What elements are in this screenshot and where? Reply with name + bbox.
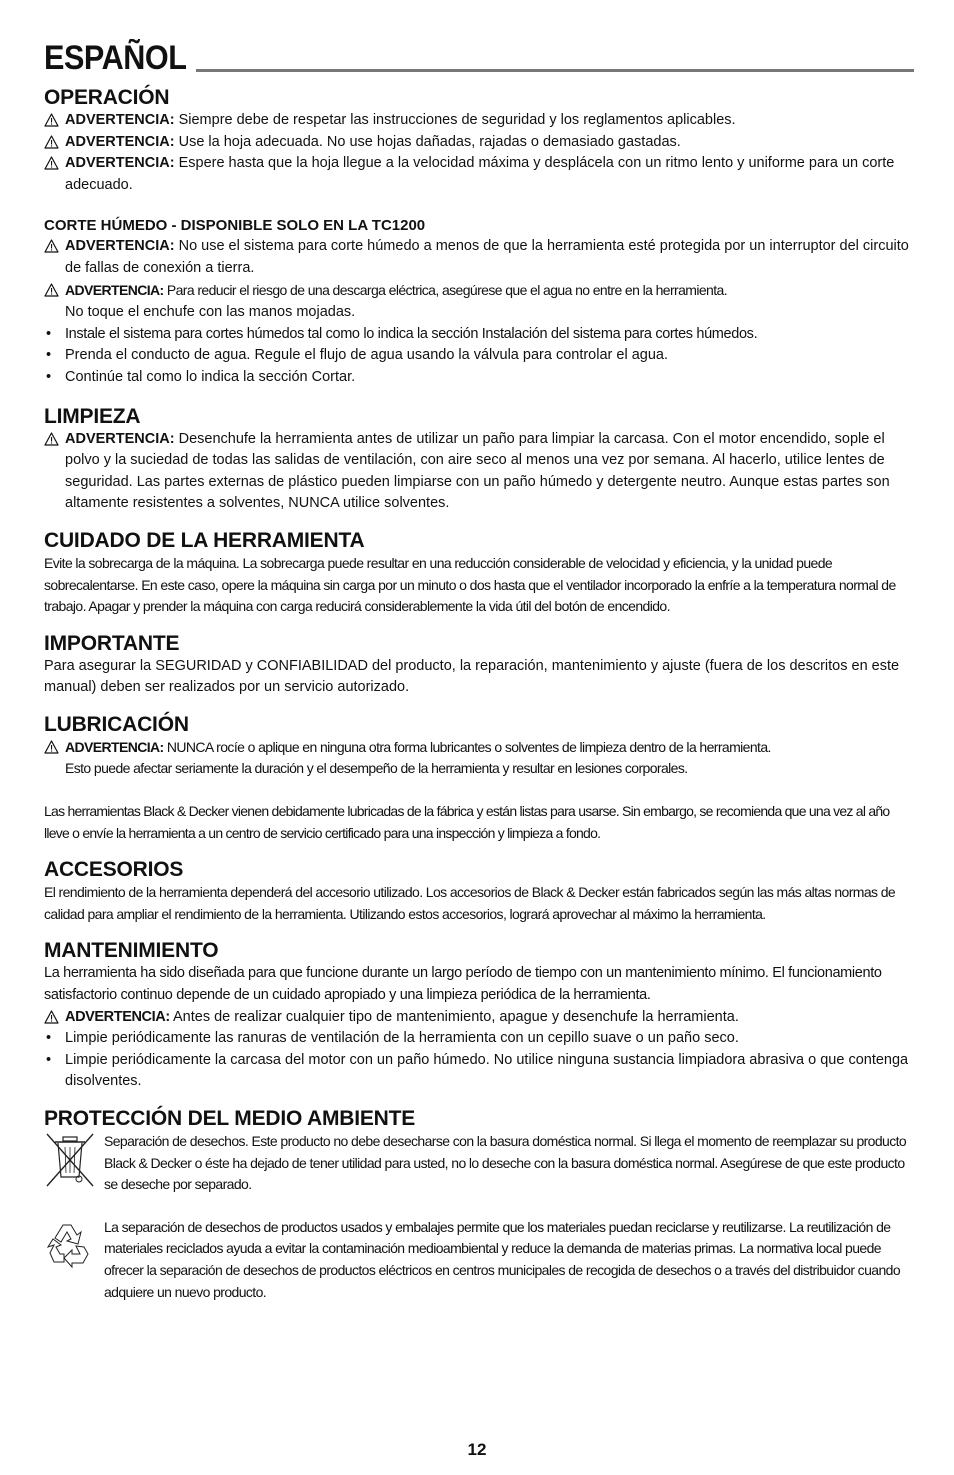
section-heading: IMPORTANTE [44,631,180,655]
page-number: 12 [467,1440,487,1459]
section-corte-humedo [44,216,914,388]
bullet-item [44,345,914,367]
bullet-text: Instale el sistema para cortes húmedos tal como lo indica la sección Instalación del sistema para cortes húmedos. [65,325,758,342]
warning-item [44,429,914,515]
warning-item [44,1007,914,1029]
section-heading: MANTENIMIENTO [44,939,219,963]
section-importante [44,632,914,699]
title-row [44,36,914,76]
subsection-heading: CORTE HÚMEDO - DISPONIBLE SOLO EN LA TC1200 [44,217,426,235]
warning-label: ADVERTENCIA: [65,238,175,255]
recycling-text: La separación de desechos de productos usados y embalajes permite que los materiales puedan reciclarse y reutilizarse. La reutilización de materiales reciclados ayuda a evitar la contaminación medioambiental y reduce la demanda de materias primas. La normativa local puede ofrecer la separación de desechos de productos eléctricos en centros municipales de recogida de desechos o a través del distribuidor cuando adquiere un nuevo producto. [104,1218,901,1300]
section-text: El rendimiento de la herramienta dependerá del accesorio utilizado. Los accesorios de Black & Decker están fabricados según las más altas normas de calidad para ampliar el rendimiento de la herramienta. Utilizando estos accesorios, logrará aprovechar al máximo la herramienta. [44,884,896,922]
bullet-icon: • [46,347,52,364]
warning-item [44,236,914,279]
warning-item [44,153,914,196]
waste-separation-text: Separación de desechos. Este producto no debe desecharse con la basura doméstica normal. Si llega el momento de reemplazar su producto Black & Decker o éste ha dejado de tener utilidad para usted, no lo deseche con la basura doméstica normal. Asegúrese de que este producto se deseche por separado. [104,1133,907,1193]
section-text: Para asegurar la SEGURIDAD y CONFIABILIDAD del producto, la reparación, mantenimiento y ajuste (fuera de los descritos en este manual) deben ser realizados por un servicio autorizado. [44,657,900,696]
section-heading: OPERACIÓN [44,86,170,109]
warning-text: Antes de realizar cualquier tipo de mantenimiento, apague y desenchufe la herramienta. [169,1008,739,1025]
warning-item [44,280,914,324]
warning-label: ADVERTENCIA: [65,281,164,298]
warning-triangle-icon [44,135,59,149]
warning-triangle-icon [44,239,59,253]
section-heading: LUBRICACIÓN [44,712,189,736]
section-operacion [44,86,914,196]
recycling-row [44,1217,914,1303]
warning-label: ADVERTENCIA: [65,430,175,447]
waste-separation-row [44,1131,914,1196]
warning-text: Siempre debe de respetar las instrucciones de seguridad y los reglamentos aplicables. [174,112,736,128]
warning-label: ADVERTENCIA: [65,738,164,755]
section-text: La herramienta ha sido diseñada para que funcione durante un largo período de tiempo con un mantenimiento mínimo. El funcionamiento satisfactorio continuo depende de un cuidado apropiado y una limpieza periódica de la herramienta. [44,965,882,1004]
crossed-out-bin-icon [44,1131,104,1196]
warning-triangle-icon [44,740,59,754]
warning-text-continued: No toque el enchufe con las manos mojadas. [65,304,356,321]
warning-text-continued: Esto puede afectar seriamente la duración y el desempeño de la herramienta y resultar en lesiones corporales. [65,760,688,777]
warning-item [44,110,914,132]
warning-triangle-icon [44,113,59,127]
bullet-item [44,1050,914,1093]
warning-item [44,132,914,154]
warning-text: Para reducir el riesgo de una descarga eléctrica, asegúrese que el agua no entre en la herramienta. [163,281,727,298]
warning-text: No use el sistema para corte húmedo a menos de que la herramienta esté protegida por un interruptor del circuito de fallas de conexión a tierra. [65,238,909,276]
bullet-icon: • [46,368,52,385]
bullet-text: Prenda el conducto de agua. Regule el flujo de agua usando la válvula para controlar el agua. [65,347,668,364]
warning-triangle-icon [44,283,59,297]
bullet-icon: • [46,1051,52,1068]
bullet-item [44,1028,914,1050]
warning-triangle-icon [44,1010,59,1024]
warning-item [44,737,914,780]
warning-label: ADVERTENCIA: [65,133,175,150]
warning-text: NUNCA rocíe o aplique en ninguna otra forma lubricantes o solventes de limpieza dentro de la herramienta. [163,738,771,755]
title-rule [196,69,914,72]
bullet-text: Continúe tal como lo indica la sección Cortar. [65,368,356,385]
section-lubricacion [44,713,914,844]
warning-text: Use la hoja adecuada. No use hojas dañadas, rajadas o demasiado gastadas. [174,133,681,150]
warning-triangle-icon [44,156,59,170]
section-heading: CUIDADO DE LA HERRAMIENTA [44,528,365,552]
recycle-icon [44,1217,104,1303]
section-cuidado [44,529,914,618]
bullet-item [44,367,914,389]
bullet-icon: • [46,1030,52,1047]
section-accesorios [44,858,914,925]
bullet-text: Limpie periódicamente la carcasa del motor con un paño húmedo. No utilice ninguna sustancia limpiadora abrasiva o que contenga disolventes. [65,1051,909,1090]
section-limpieza [44,405,914,515]
warning-text: Espere hasta que la hoja llegue a la velocidad máxima y desplácela con un ritmo lento y uniforme para un corte adecuado. [65,155,895,193]
section-heading: PROTECCIÓN DEL MEDIO AMBIENTE [44,1107,416,1130]
section-mantenimiento [44,939,914,1093]
warning-label: ADVERTENCIA: [65,1008,170,1025]
manual-page [44,36,914,1303]
warning-text: Desenchufe la herramienta antes de utilizar un paño para limpiar la carcasa. Con el motor encendido, sople el polvo y la suciedad de todas las salidas de ventilación, con aire seco al menos una vez por semana. Al hacerlo, utilice lentes de seguridad. Las partes externas de plástico pueden limpiarse con un paño húmedo y detergente neutro. Aunque estas partes son altamente resistentes a solventes, NUNCA utilice solventes. [65,430,890,512]
section-ambiente [44,1107,914,1303]
bullet-item [44,324,914,346]
section-text: Las herramientas Black & Decker vienen debidamente lubricadas de la fábrica y están listas para usarse. Sin embargo, se recomienda que una vez al año lleve o envíe la herramienta a un centro de servicio certificado para una inspección y limpieza a fondo. [44,803,890,841]
warning-label: ADVERTENCIA: [65,155,175,172]
section-text: Evite la sobrecarga de la máquina. La sobrecarga puede resultar en una reducción considerable de velocidad y eficiencia, y la unidad puede sobrecalentarse. En este caso, opere la máquina sin carga por un minuto o dos hasta que el ventilador incorporado la enfríe a la temperatura normal de trabajo. Apagar y prender la máquina con carga reducirá considerablemente la vida útil del botón de encendido. [44,554,896,615]
section-heading: ACCESORIOS [44,858,184,882]
warning-label: ADVERTENCIA: [65,112,175,128]
bullet-text: Limpie periódicamente las ranuras de ventilación de la herramienta con un cepillo suave o un paño seco. [65,1030,739,1047]
warning-triangle-icon [44,432,59,446]
bullet-icon: • [46,325,51,342]
section-heading: LIMPIEZA [44,404,141,428]
page-title: ESPAÑOL [44,39,187,77]
